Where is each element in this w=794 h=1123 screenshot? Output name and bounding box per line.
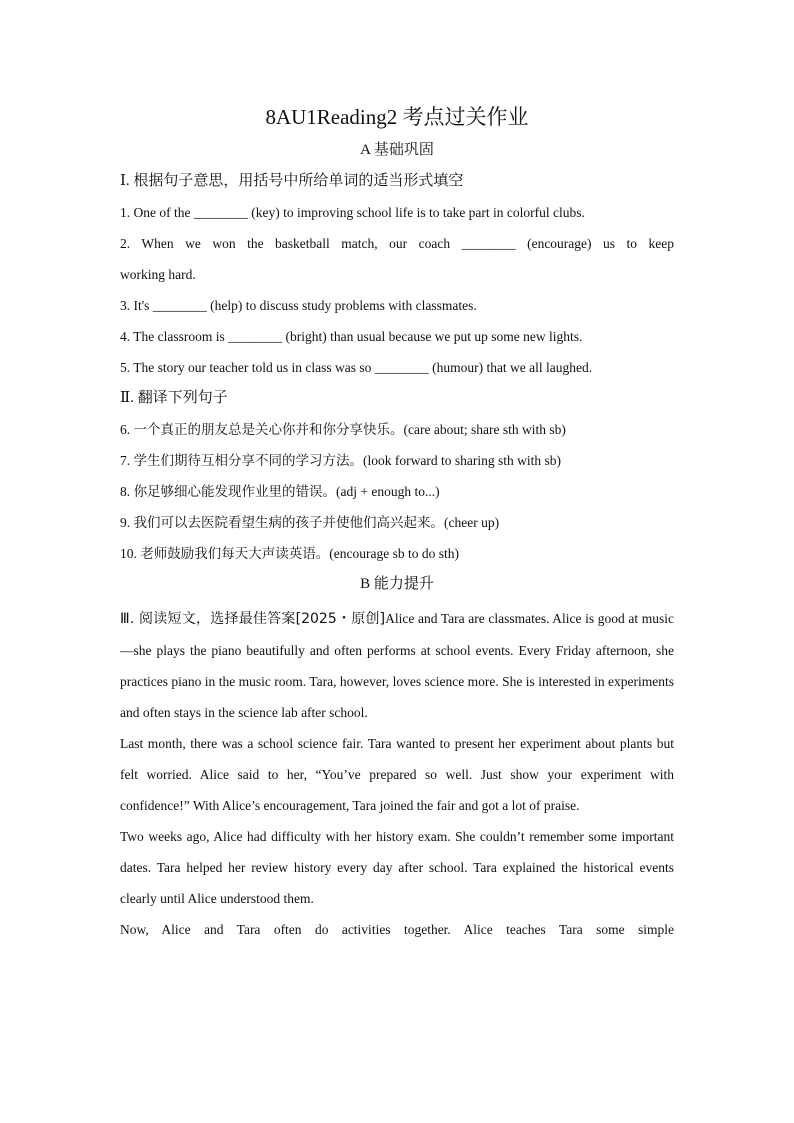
page-title: 8AU1Reading2 考点过关作业: [265, 105, 529, 129]
reading-paragraph-1: [120, 603, 674, 728]
translation-item-6: 6. 一个真正的朋友总是关心你并和你分享快乐。(care about; share sth with sb): [120, 422, 566, 437]
section-b-heading: B 能力提升: [360, 576, 434, 592]
reading-paragraph-1-text: Alice and Tara are classmates. Alice is good at music —she plays the piano beautifully and often performs at school events. Every Friday afternoon, she practices piano in the music room. Tara, however, loves science more. She is interested in experiments and often stays in the science lab after school.: [120, 611, 674, 720]
part-1-heading: Ⅰ. 根据句子意思，用括号中所给单词的适当形式填空: [120, 173, 464, 189]
exercise-item-2-continued: working hard.: [120, 267, 196, 282]
exercise-item-1: 1. One of the ________ (key) to improving school life is to take part in colorful clubs.: [120, 205, 585, 220]
part-3-heading: Ⅲ. 阅读短文，选择最佳答案[2025・原创]: [120, 611, 386, 627]
exercise-item-4: 4. The classroom is ________ (bright) than usual because we put up some new lights.: [120, 329, 583, 344]
section-a-heading: A 基础巩固: [360, 142, 434, 158]
translation-item-10: 10. 老师鼓励我们每天大声读英语。(encourage sb to do sth): [120, 546, 459, 561]
exercise-item-3: 3. It's ________ (help) to discuss study problems with classmates.: [120, 298, 477, 313]
exercise-item-2: 2. When we won the basketball match, our coach ________ (encourage) us to keep: [120, 236, 674, 251]
reading-paragraph-4: Now, Alice and Tara often do activities together. Alice teaches Tara some simple: [120, 922, 674, 937]
translation-item-7: 7. 学生们期待互相分享不同的学习方法。(look forward to sharing sth with sb): [120, 453, 561, 468]
translation-item-9: 9. 我们可以去医院看望生病的孩子并使他们高兴起来。(cheer up): [120, 515, 500, 530]
translation-item-8: 8. 你足够细心能发现作业里的错误。(adj + enough to...): [120, 484, 440, 499]
exercise-item-5: 5. The story our teacher told us in class was so ________ (humour) that we all laughed.: [120, 360, 593, 375]
reading-paragraph-2: Last month, there was a school science fair. Tara wanted to present her experiment about plants but felt worried. Alice said to her, “You’ve prepared so well. Just show your experiment with confidence!” With Alice’s encouragement, Tara joined the fair and got a lot of praise.: [120, 736, 674, 813]
part-2-heading: Ⅱ. 翻译下列句子: [120, 390, 228, 406]
reading-paragraph-3: Two weeks ago, Alice had difficulty with her history exam. She couldn’t remember some important dates. Tara helped her review history every day after school. Tara explained the historical events clearly until Alice understood them.: [120, 829, 674, 906]
